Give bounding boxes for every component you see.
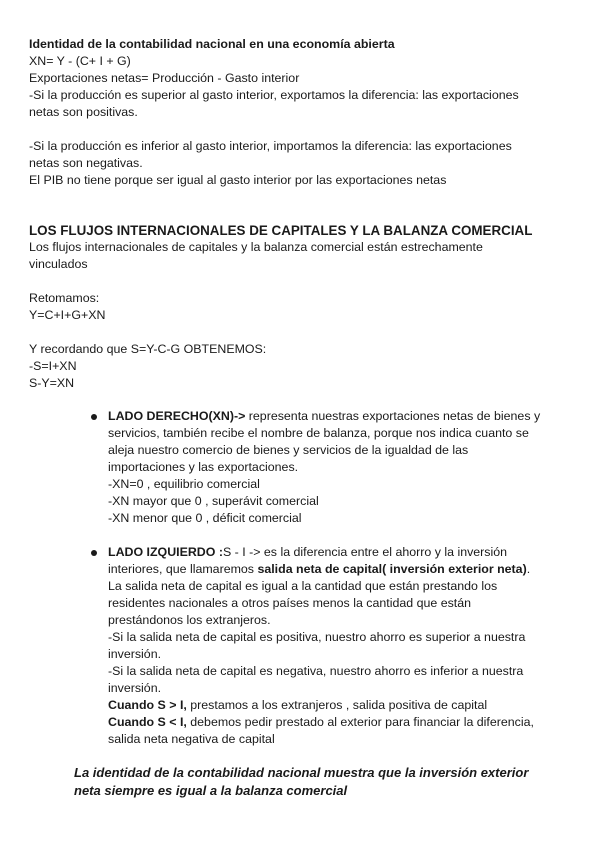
section-line: Y=C+I+G+XN <box>29 308 106 322</box>
intro-title: Identidad de la contabilidad nacional en una economía abierta <box>29 37 395 51</box>
conclusion <box>74 764 574 800</box>
bullet-line: -XN mayor que 0 , superávit comercial <box>108 494 319 508</box>
case-label: Cuando S > I, <box>108 698 187 712</box>
list-item-left-side <box>108 544 578 748</box>
bullet-text: S - I -> es la diferencia entre el ahorro y la inversión <box>222 545 508 559</box>
section-line: Y recordando que S=Y-C-G OBTENEMOS: <box>29 342 267 356</box>
bullet-icon <box>91 414 97 420</box>
bullet-label: LADO IZQUIERDO : <box>108 545 223 559</box>
bullet-line: -XN menor que 0 , déficit comercial <box>108 511 302 525</box>
bullet-line: inversión. <box>108 681 162 695</box>
section-line: -S=I+XN <box>29 359 77 373</box>
case-text: prestamos a los extranjeros , salida positiva de capital <box>186 698 488 712</box>
blank-line <box>29 121 577 138</box>
blank-line <box>29 273 577 290</box>
bullet-line: -Si la salida neta de capital es positiva, nuestro ahorro es superior a nuestra <box>108 630 526 644</box>
intro-line: -Si la producción es inferior al gasto interior, importamos la diferencia: las exportaciones <box>29 139 512 153</box>
case-label: Cuando S < I, <box>108 715 187 729</box>
intro-line: XN= Y - (C+ I + G) <box>29 54 131 68</box>
bullet-label: LADO DERECHO(XN)-> <box>108 409 246 423</box>
bullet-line: prestándonos los extranjeros. <box>108 613 271 627</box>
conclusion-line: neta siempre es igual a la balanza comercial <box>74 783 348 798</box>
bullet-text: . <box>526 562 531 576</box>
blank-line <box>29 324 577 341</box>
bullet-line: aleja nuestro comercio de bienes y servicios de la igualdad de las <box>108 443 469 457</box>
intro-line: El PIB no tiene porque ser igual al gasto interior por las exportaciones netas <box>29 173 447 187</box>
bold-term: salida neta de capital( inversión exterior neta) <box>257 562 527 576</box>
section-line: Retomamos: <box>29 291 100 305</box>
bullet-text: representa nuestras exportaciones netas de bienes y <box>245 409 541 423</box>
conclusion-line: La identidad de la contabilidad nacional muestra que la inversión exterior <box>74 765 529 780</box>
section-heading: LOS FLUJOS INTERNACIONALES DE CAPITALES Y LA BALANZA COMERCIAL <box>29 223 533 238</box>
bullet-second-line <box>108 561 578 578</box>
case-line <box>108 714 578 731</box>
intro-line: netas son positivas. <box>29 105 138 119</box>
bullet-text: interiores, que llamaremos <box>108 562 258 576</box>
bullet-line: -XN=0 , equilibrio comercial <box>108 477 260 491</box>
case-text: debemos pedir prestado al exterior para financiar la diferencia, <box>186 715 534 729</box>
intro-line: Exportaciones netas= Producción - Gasto interior <box>29 71 300 85</box>
bullet-line: -Si la salida neta de capital es negativa, nuestro ahorro es inferior a nuestra <box>108 664 524 678</box>
case-line <box>108 697 578 714</box>
bullet-icon <box>91 550 97 556</box>
bullet-line: servicios, también recibe el nombre de balanza, porque nos indica cuanto se <box>108 426 529 440</box>
intro-section <box>29 36 577 189</box>
bullet-line: residentes nacionales a otros países menos la cantidad que están <box>108 596 472 610</box>
section-line: S-Y=XN <box>29 376 75 390</box>
bullet-line: inversión. <box>108 647 162 661</box>
bullet-line: importaciones y las exportaciones. <box>108 460 299 474</box>
intro-line: -Si la producción es superior al gasto interior, exportamos la diferencia: las exportaciones <box>29 88 519 102</box>
capital-flows-section <box>29 222 577 392</box>
section-line: vinculados <box>29 257 88 271</box>
list-item-right-side <box>108 408 578 527</box>
bullet-list <box>108 408 578 748</box>
section-line: Los flujos internacionales de capitales y la balanza comercial están estrechamente <box>29 240 483 254</box>
bullet-line: La salida neta de capital es igual a la cantidad que están prestando los <box>108 579 498 593</box>
intro-line: netas son negativas. <box>29 156 143 170</box>
bullet-first-line <box>108 408 578 425</box>
bullet-line: salida neta negativa de capital <box>108 732 275 746</box>
bullet-first-line <box>108 544 578 561</box>
